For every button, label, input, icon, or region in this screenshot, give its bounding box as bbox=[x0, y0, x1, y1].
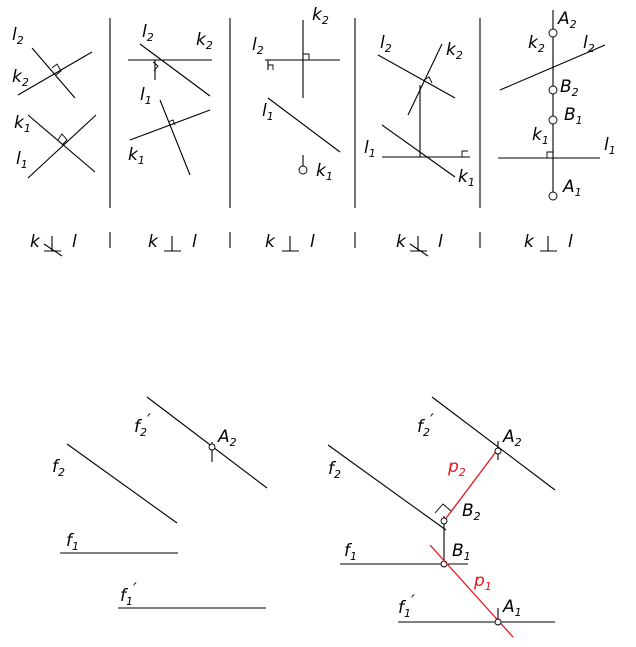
caption-3 bbox=[265, 232, 315, 252]
label-f1-prime: $f_1'$ bbox=[120, 580, 137, 608]
label-f2: $f_2$ bbox=[328, 459, 341, 481]
label-f2: $f_2$ bbox=[52, 457, 65, 479]
label-B1: $B_1$ bbox=[564, 105, 583, 127]
caption-2 bbox=[148, 232, 197, 252]
label-f2-prime: $f_2'$ bbox=[134, 411, 151, 439]
label-l2: $l_2$ bbox=[142, 22, 154, 44]
label-A2: $A_2$ bbox=[218, 427, 237, 449]
caption-5 bbox=[524, 232, 573, 252]
svg-text:k: k bbox=[148, 232, 158, 252]
label-l1: $l_1$ bbox=[604, 135, 616, 157]
panel-1 bbox=[12, 25, 96, 178]
label-k1: $k_1$ bbox=[316, 161, 333, 183]
panel-4 bbox=[364, 33, 475, 189]
label-p2: $p_2$ bbox=[448, 457, 466, 479]
label-f1: $f_1$ bbox=[344, 541, 357, 563]
label-k1: $k_1$ bbox=[128, 145, 145, 167]
label-k2: $k_2$ bbox=[528, 33, 545, 55]
bottom-right-construction bbox=[328, 397, 555, 637]
label-l1: $l_1$ bbox=[262, 101, 274, 123]
label-k2: $k_2$ bbox=[196, 30, 213, 52]
svg-text:l: l bbox=[438, 232, 443, 252]
svg-text:l: l bbox=[568, 232, 573, 252]
label-l2: $l_2$ bbox=[12, 25, 24, 47]
label-l2: $l_2$ bbox=[583, 33, 595, 55]
svg-text:k: k bbox=[524, 232, 534, 252]
label-f2-prime: $f_2'$ bbox=[417, 411, 434, 439]
label-l1: $l_1$ bbox=[16, 149, 28, 171]
label-A2: $A_2$ bbox=[503, 427, 522, 449]
label-k1: $k_1$ bbox=[532, 125, 549, 147]
svg-text:k: k bbox=[396, 232, 406, 252]
label-k2: $k_2$ bbox=[12, 67, 29, 89]
label-p1: $p_1$ bbox=[474, 571, 492, 593]
label-f1: $f_1$ bbox=[66, 531, 79, 553]
svg-text:l: l bbox=[192, 232, 197, 252]
label-k2: $k_2$ bbox=[446, 40, 463, 62]
panel-2 bbox=[128, 22, 213, 175]
svg-text:l: l bbox=[310, 232, 315, 252]
label-A1: $A_1$ bbox=[563, 177, 582, 199]
label-A1: $A_1$ bbox=[503, 597, 522, 619]
bottom-left-construction bbox=[52, 397, 267, 608]
caption-1 bbox=[30, 232, 77, 256]
panel-separators bbox=[110, 18, 480, 248]
label-l1: $l_1$ bbox=[140, 85, 152, 107]
label-l2: $l_2$ bbox=[380, 33, 392, 55]
panel-3 bbox=[252, 5, 340, 183]
label-B1: $B_1$ bbox=[452, 541, 471, 563]
label-k1: $k_1$ bbox=[458, 167, 475, 189]
label-k2: $k_2$ bbox=[312, 5, 329, 27]
panel-5 bbox=[498, 9, 616, 200]
captions bbox=[30, 232, 573, 256]
svg-text:k: k bbox=[265, 232, 275, 252]
label-f1-prime: $f_1'$ bbox=[398, 592, 415, 620]
caption-4 bbox=[396, 232, 443, 256]
label-B2: $B_2$ bbox=[462, 501, 481, 523]
label-l2: $l_2$ bbox=[252, 35, 264, 57]
label-l1: $l_1$ bbox=[364, 138, 376, 160]
label-k1: $k_1$ bbox=[14, 113, 31, 135]
svg-text:l: l bbox=[72, 232, 77, 252]
label-A2: $A_2$ bbox=[558, 9, 577, 31]
label-B2: $B_2$ bbox=[560, 77, 579, 99]
svg-text:k: k bbox=[30, 232, 40, 252]
